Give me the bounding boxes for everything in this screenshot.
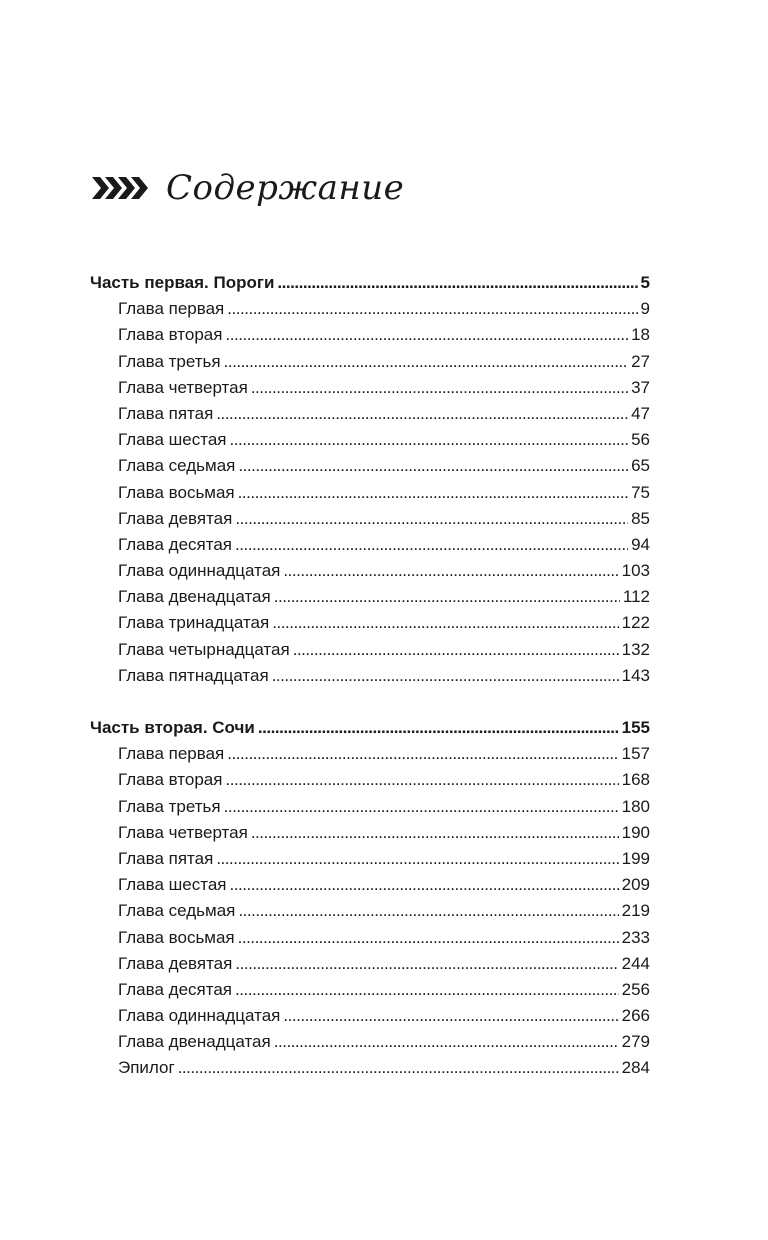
chapter-entry-page-number: 180 (621, 796, 650, 816)
chapter-entry-title: Глава первая (118, 744, 225, 764)
chapter-entry-title: Глава восьмая (118, 927, 235, 947)
chapter-entry[interactable] (90, 1055, 650, 1081)
chapter-entry-page-number: 244 (621, 953, 650, 973)
chapter-entry-title: Глава четвертая (118, 377, 248, 397)
chapter-entry[interactable] (90, 375, 650, 401)
chapter-entry[interactable] (90, 1029, 650, 1055)
dot-leader (272, 610, 618, 636)
chapter-entry-title: Эпилог (118, 1058, 175, 1078)
chapter-entry-page-number: 233 (621, 927, 650, 947)
chapter-entry-page-number: 209 (621, 875, 650, 895)
chapter-entry-title: Глава двенадцатая (118, 1032, 271, 1052)
dot-leader (238, 925, 619, 951)
chapter-entry-title: Глава вторая (118, 325, 223, 345)
chapter-entry-title: Глава девятая (118, 508, 233, 528)
chapter-entry-title: Глава пятнадцатая (118, 665, 269, 685)
chapter-entry[interactable] (90, 925, 650, 951)
dot-leader (283, 1003, 618, 1029)
chapter-entry[interactable] (90, 506, 650, 532)
chapter-entry-title: Глава четырнадцатая (118, 639, 290, 659)
dot-leader (178, 1055, 619, 1081)
chapter-entry-page-number: 122 (621, 613, 650, 633)
part-heading-page-number: 5 (640, 273, 650, 292)
chapter-entry-page-number: 65 (631, 456, 650, 476)
dot-leader (258, 715, 619, 741)
triple-chevron-icon (92, 175, 150, 201)
chapter-entry-title: Глава пятая (118, 403, 214, 423)
chapter-entry[interactable] (90, 296, 650, 322)
chapter-entry-title: Глава седьмая (118, 456, 236, 476)
dot-leader (251, 375, 628, 401)
chapter-entry-title: Глава тринадцатая (118, 613, 270, 633)
chapter-entry[interactable] (90, 872, 650, 898)
dot-leader (225, 767, 618, 793)
chapter-entry-page-number: 199 (621, 848, 650, 868)
dot-leader (277, 270, 637, 296)
chapter-entry[interactable] (90, 349, 650, 375)
chapter-entry-title: Глава пятая (118, 848, 214, 868)
part-heading[interactable] (90, 270, 650, 296)
chapter-entry-title: Глава седьмая (118, 901, 236, 921)
dot-leader (238, 480, 628, 506)
chapter-entry-page-number: 190 (621, 822, 650, 842)
dot-leader (274, 1029, 619, 1055)
dot-leader (230, 872, 619, 898)
chapter-entry-title: Глава двенадцатая (118, 587, 271, 607)
chapter-entry-title: Глава четвертая (118, 822, 248, 842)
dot-leader (293, 637, 619, 663)
table-of-contents (90, 270, 650, 1082)
dot-leader (227, 741, 618, 767)
chapter-entry-title: Глава шестая (118, 875, 227, 895)
dot-leader (230, 427, 629, 453)
chapter-entry[interactable] (90, 741, 650, 767)
chapter-entry[interactable] (90, 846, 650, 872)
chapter-entry-title: Глава девятая (118, 953, 233, 973)
toc-header (92, 163, 404, 213)
chapter-entry-title: Глава одиннадцатая (118, 561, 281, 581)
chapter-entry-page-number: 219 (621, 901, 650, 921)
dot-leader (235, 532, 628, 558)
chapter-entry[interactable] (90, 322, 650, 348)
chapter-entry[interactable] (90, 1003, 650, 1029)
dot-leader (225, 322, 628, 348)
chapter-entry[interactable] (90, 951, 650, 977)
chapter-entry-page-number: 132 (621, 639, 650, 659)
dot-leader (224, 794, 619, 820)
chapter-entry-title: Глава десятая (118, 534, 232, 554)
chapter-entry[interactable] (90, 558, 650, 584)
dot-leader (251, 820, 619, 846)
chapter-entry[interactable] (90, 794, 650, 820)
chapter-entry-title: Глава третья (118, 351, 221, 371)
chapter-entry-page-number: 266 (621, 1006, 650, 1026)
chapter-entry-page-number: 168 (621, 770, 650, 790)
chapter-entry-page-number: 85 (631, 508, 650, 528)
chapter-entry[interactable] (90, 820, 650, 846)
part-heading-title: Часть первая. Пороги (90, 273, 275, 292)
chapter-entry-title: Глава восьмая (118, 482, 235, 502)
dot-leader (235, 977, 619, 1003)
chapter-entry[interactable] (90, 610, 650, 636)
chapter-entry-page-number: 284 (621, 1058, 650, 1078)
part-heading-title: Часть вторая. Сочи (90, 718, 255, 737)
part-spacer (90, 689, 650, 715)
part-heading-page-number: 155 (621, 718, 650, 737)
chapter-entry-title: Глава десятая (118, 979, 232, 999)
chapter-entry[interactable] (90, 977, 650, 1003)
part-heading[interactable] (90, 715, 650, 741)
chapter-entry-page-number: 143 (621, 665, 650, 685)
chapter-entry-page-number: 256 (621, 979, 650, 999)
chapter-entry[interactable] (90, 767, 650, 793)
dot-leader (235, 951, 618, 977)
dot-leader (238, 453, 628, 479)
chapter-entry-page-number: 279 (621, 1032, 650, 1052)
chapter-entry[interactable] (90, 532, 650, 558)
dot-leader (283, 558, 618, 584)
chapter-entry[interactable] (90, 663, 650, 689)
chapter-entry-page-number: 56 (631, 430, 650, 450)
chapter-entry-title: Глава первая (118, 299, 225, 319)
dot-leader (274, 584, 620, 610)
chapter-entry-page-number: 47 (631, 403, 650, 423)
chapter-entry[interactable] (90, 480, 650, 506)
page-title: Содержание (166, 168, 405, 208)
chapter-entry-title: Глава третья (118, 796, 221, 816)
dot-leader (216, 846, 618, 872)
chapter-entry-title: Глава одиннадцатая (118, 1006, 281, 1026)
chapter-entry[interactable] (90, 637, 650, 663)
dot-leader (238, 898, 618, 924)
chapter-entry-page-number: 112 (622, 587, 650, 607)
chapter-entry-title: Глава вторая (118, 770, 223, 790)
chapter-entry-page-number: 157 (621, 744, 650, 764)
chapter-entry[interactable] (90, 898, 650, 924)
chapter-entry[interactable] (90, 453, 650, 479)
dot-leader (272, 663, 619, 689)
chapter-entry-page-number: 37 (631, 377, 650, 397)
chapter-entry-page-number: 94 (631, 534, 650, 554)
dot-leader (216, 401, 628, 427)
chapter-entry[interactable] (90, 401, 650, 427)
chapter-entry-page-number: 27 (631, 351, 650, 371)
chapter-entry[interactable] (90, 584, 650, 610)
chapter-entry-page-number: 75 (631, 482, 650, 502)
chapter-entry[interactable] (90, 427, 650, 453)
chapter-entry-title: Глава шестая (118, 430, 227, 450)
dot-leader (227, 296, 637, 322)
chapter-entry-page-number: 9 (640, 299, 650, 319)
chapter-entry-page-number: 18 (631, 325, 650, 345)
dot-leader (224, 349, 628, 375)
chapter-entry-page-number: 103 (621, 561, 650, 581)
dot-leader (235, 506, 628, 532)
